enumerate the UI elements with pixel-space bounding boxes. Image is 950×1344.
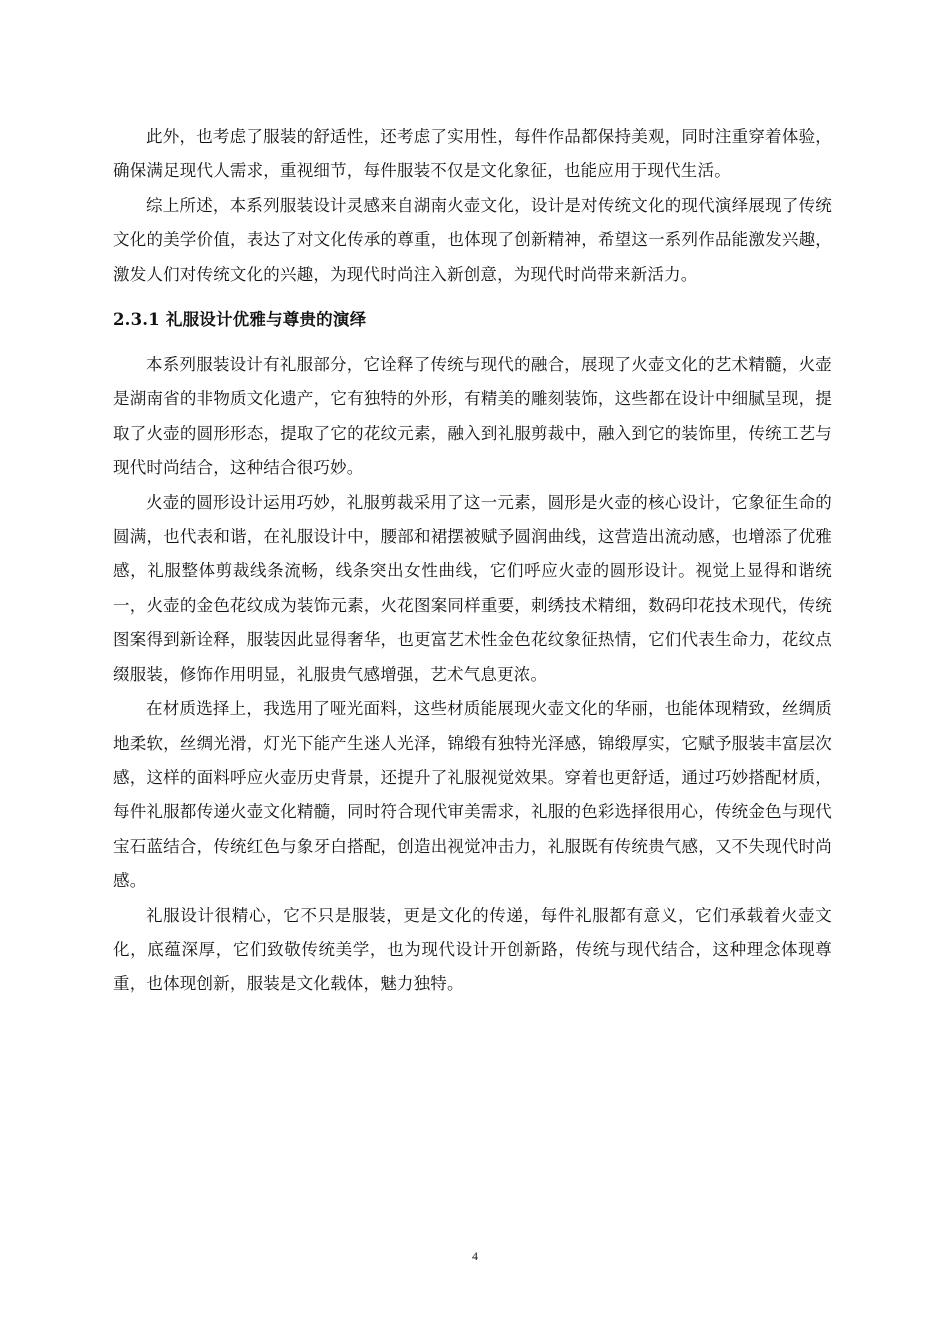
page-number: 4 — [472, 1249, 478, 1263]
paragraph-gown-intro: 本系列服装设计有礼服部分，它诠释了传统与现代的融合，展现了火壶文化的艺术精髓，火壶是湖南省的非物质文化遗产，它有独特的外形，有精美的雕刻装饰，这些都在设计中细腻呈现，提取了火壶的圆形形态，提取了它的花纹元素，融入到礼服剪裁中，融入到它的装饰里，传统工艺与现代时尚结合，这种结合很巧妙。 — [113, 355, 832, 478]
paragraph-comfort: 此外，也考虑了服装的舒适性，还考虑了实用性，每件作品都保持美观，同时注重穿着体验，确保满足现代人需求，重视细节，每件服装不仅是文化象征，也能应用于现代生活。 — [113, 127, 832, 181]
paragraph-circular-design: 火壶的圆形设计运用巧妙，礼服剪裁采用了这一元素，圆形是火壶的核心设计，它象征生命的圆满，也代表和谐，在礼服设计中，腰部和裙摆被赋予圆润曲线，这营造出流动感，也增添了优雅感，礼服整体剪裁线条流畅，线条突出女性曲线，它们呼应火壶的圆形设计。视觉上显得和谐统一，火壶的金色花纹成为装饰元素，火花图案同样重要，刺绣技术精细，数码印花技术现代，传统图案得到新诠释，服装因此显得奢华，也更富艺术性金色花纹象征热情，它们代表生命力，花纹点缀服装，修饰作用明显，礼服贵气感增强，艺术气息更浓。 — [113, 492, 832, 684]
section-heading: 2.3.1 礼服设计优雅与尊贵的演绎 — [113, 310, 367, 330]
paragraph-summary: 综上所述，本系列服装设计灵感来自湖南火壶文化，设计是对传统文化的现代演绎展现了传统文化的美学价值，表达了对文化传承的尊重，也体现了创新精神，希望这一系列作品能激发兴趣，激发人们对传统文化的兴趣，为现代时尚注入新创意，为现代时尚带来新活力。 — [113, 195, 832, 284]
paragraph-materials: 在材质选择上，我选用了哑光面料，这些材质能展现火壶文化的华丽，也能体现精致，丝绸质地柔软，丝绸光滑，灯光下能产生迷人光泽，锦缎有独特光泽感，锦缎厚实，它赋予服装丰富层次感，这样的面料呼应火壶历史背景，还提升了礼服视觉效果。穿着也更舒适，通过巧妙搭配材质，每件礼服都传递火壶文化精髓，同时符合现代审美需求，礼服的色彩选择很用心，传统金色与现代宝石蓝结合，传统红色与象牙白搭配，创造出视觉冲击力，礼服既有传统贵气感，又不失现代时尚感。 — [113, 699, 832, 891]
page-body — [113, 120, 832, 1002]
paragraph-conclusion: 礼服设计很精心，它不只是服装，更是文化的传递，每件礼服都有意义，它们承载着火壶文化，底蕴深厚，它们致敬传统美学，也为现代设计开创新路，传统与现代结合，这种理念体现尊重，也体现创新，服装是文化载体，魅力独特。 — [113, 905, 832, 994]
